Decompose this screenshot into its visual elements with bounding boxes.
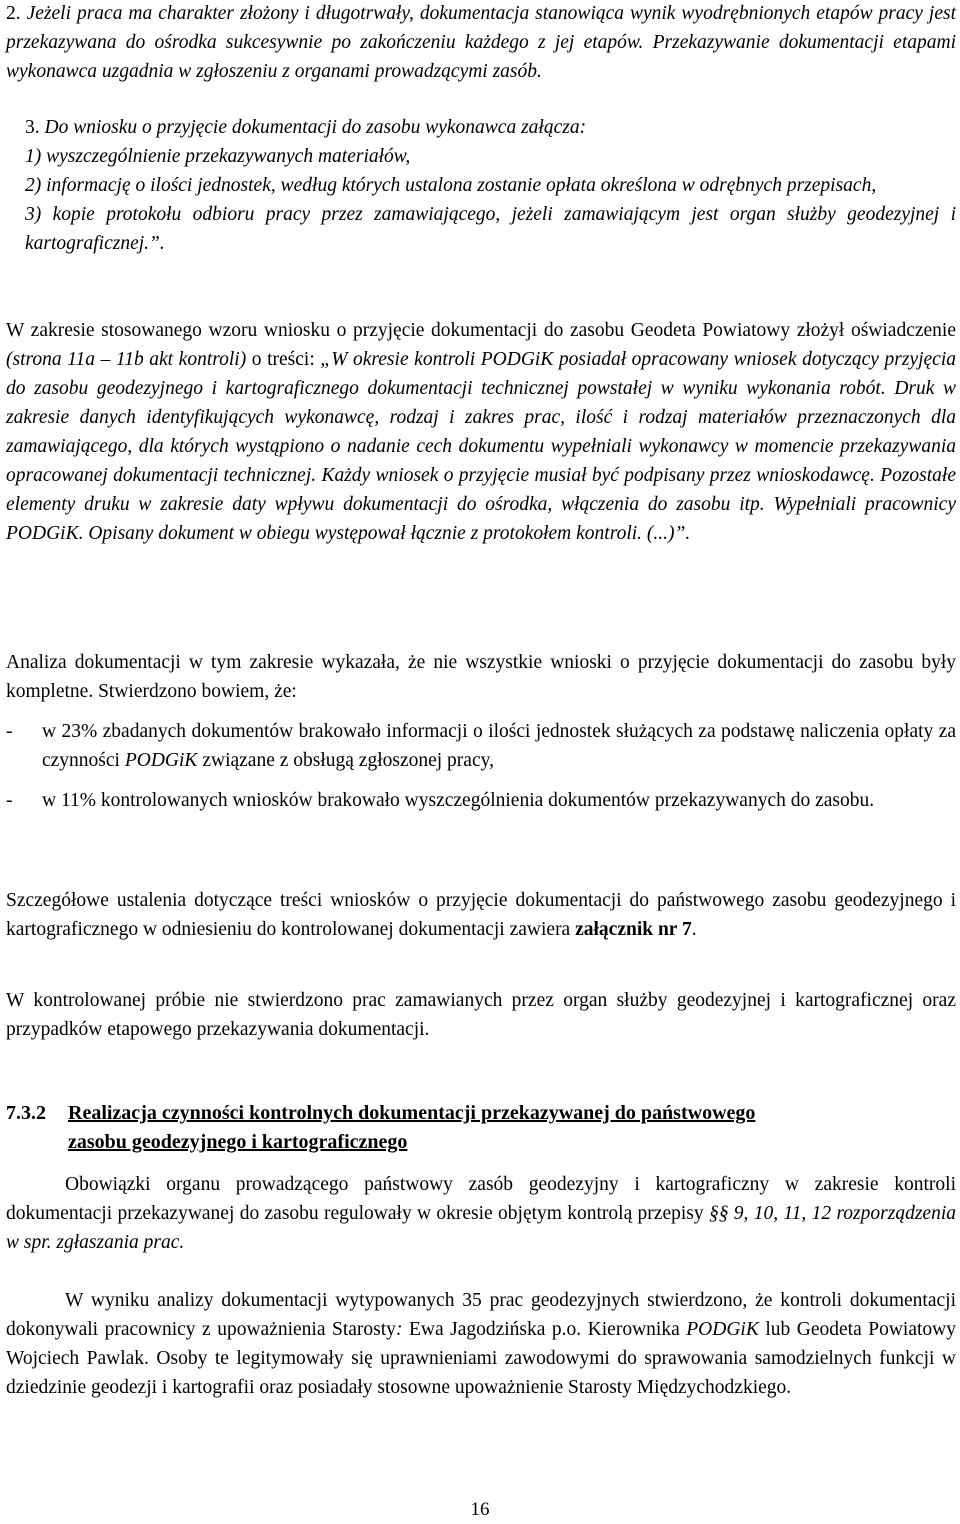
document-page (6, 0, 956, 1521)
finding-text: związane z obsługą zgłoszonej pracy, (197, 750, 494, 771)
paragraph-text: W wyniku analizy dokumentacji wytypowanych 35 prac geodezyjnych stwierdzono, że kontroli dokumentacji dokonywali pracownicy z upoważnienia Starosty (6, 1290, 956, 1340)
list-item-text: Jeżeli praca ma charakter złożony i długotrwały, dokumentacja stanowiąca wynik wyodrębnionych etapów pracy jest przekazywana do ośrodka sukcesywnie po zakończeniu każdego z jej etapów. Przekazywanie dokumentacji etapami wykonawca uzgadnia w zgłoszeniu z organami prowadzącymi zasób. (6, 3, 957, 82)
paragraph-text: . (691, 919, 697, 940)
finding-item-2 (6, 786, 956, 815)
section-heading (6, 1099, 956, 1157)
paragraph-text: W zakresie stosowanego wzoru wniosku o przyjęcie dokumentacji do zasobu Geodeta Powiatowy złożył oświadczenie (6, 320, 956, 341)
list-item-3 (25, 113, 956, 258)
list-dash: - (6, 721, 13, 742)
finding-item-1 (6, 717, 956, 775)
list-item-intro: Do wniosku o przyjęcie dokumentacji do zasobu wykonawca załącza: (44, 117, 587, 138)
quoted-statement: „W okresie kontroli PODGiK posiadał opracowany wniosek dotyczący przyjęcia do zasobu geodezyjnego i kartograficznego dokumentacji technicznej powstałej w wyniku wykonania robót. Druk w zakresie danych identyfikujących wykonawcę, rodzaj i zakres prac, ilość i rodzaj materiałów przeznaczonych dla zamawiającego, dla których wystąpiono o nadanie cech dokumentu wypełniali wykonawcy w momencie przekazywania opracowanej dokumentacji technicznej. Każdy wniosek o przyjęcie musiał być podpisany przez wnioskodawcę. Pozostałe elementy druku w zakresie daty wpływu dokumentacji do ośrodka, włączenia do zasobu itp. Wypełniali pracownicy PODGiK. Opisany dokument w obiegu występował łącznie z protokołem kontroli. (...)”. (6, 349, 956, 544)
list-dash: - (6, 790, 13, 811)
paragraph-text: Obowiązki organu prowadzącego państwowy zasób geodezyjny i kartograficzny w zakresie kontroli dokumentacji przekazywanej do zasobu regulowały w okresie objętym kontrolą przepisy (6, 1174, 956, 1224)
paragraph-details (6, 886, 956, 944)
colon-mark: : (395, 1319, 403, 1340)
paragraph-text: Ewa Jagodzińska p.o. Kierownika (402, 1319, 687, 1340)
finding-text: w 23% zbadanych dokumentów brakowało informacji o ilości jednostek służących za podstawę naliczenia opłaty za czynności (42, 721, 956, 771)
page-number: 16 (470, 1499, 490, 1520)
list-item-2 (6, 0, 956, 86)
findings-list (6, 717, 956, 815)
attachment-reference: załącznik nr 7 (575, 919, 692, 940)
sub-item-3: 3) kopie protokołu odbioru pracy przez zamawiającego, jeżeli zamawiającym jest organ służby geodezyjnej i kartograficznej.”. (25, 204, 956, 254)
regulation-reference: §§ 9, 10, 11, 12 rozporządzenia w spr. zgłaszania prac. (6, 1203, 956, 1253)
section-number: 7.3.2 (6, 1102, 46, 1124)
section-title-line-2: zasobu geodezyjnego i kartograficznego (68, 1131, 408, 1153)
office-name-emphasis: PODGiK (686, 1319, 759, 1340)
document-reference: (strona 11a – 11b akt kontroli) (6, 349, 247, 370)
list-item-number: 2. (6, 3, 21, 24)
list-item-number: 3. (25, 117, 40, 138)
sub-item-2: 2) informację o ilości jednostek, według których ustalona zostanie opłata określona w odrębnych przepisach, (25, 175, 877, 196)
finding-text: w 11% kontrolowanych wniosków brakowało wyszczególnienia dokumentów przekazywanych do zasobu. (42, 790, 875, 811)
paragraph-text: Szczegółowe ustalenia dotyczące treści wniosków o przyjęcie dokumentacji do państwowego zasobu geodezyjnego i kartograficznego w odniesieniu do kontrolowanej dokumentacji zawiera (6, 890, 956, 940)
paragraph-text: lub Geodeta Powiatowy Wojciech Pawlak. Osoby te legitymowały się uprawnieniami zawodowymi do sprawowania samodzielnych funkcji w dziedzinie geodezji i kartografii oraz posiadały stosowne upoważnienie Starosty Międzychodzkiego. (6, 1319, 956, 1398)
section-title-line-1: Realizacja czynności kontrolnych dokumentacji przekazywanej do państwowego (68, 1102, 756, 1124)
paragraph-analysis: Analiza dokumentacji w tym zakresie wykazała, że nie wszystkie wnioski o przyjęcie dokumentacji do zasobu były kompletne. Stwierdzono bowiem, że: (6, 652, 956, 702)
paragraph-sample: W kontrolowanej próbie nie stwierdzono prac zamawianych przez organ służby geodezyjnej i kartograficznej oraz przypadków etapowego przekazywania dokumentacji. (6, 990, 956, 1040)
finding-text-emphasis: PODGiK (124, 750, 198, 771)
paragraph-statement (6, 316, 956, 548)
paragraph-obligations (6, 1170, 956, 1257)
paragraph-text: o treści: (246, 349, 321, 370)
paragraph-inspection (6, 1286, 956, 1402)
sub-item-1: 1) wyszczególnienie przekazywanych materiałów, (25, 146, 411, 167)
